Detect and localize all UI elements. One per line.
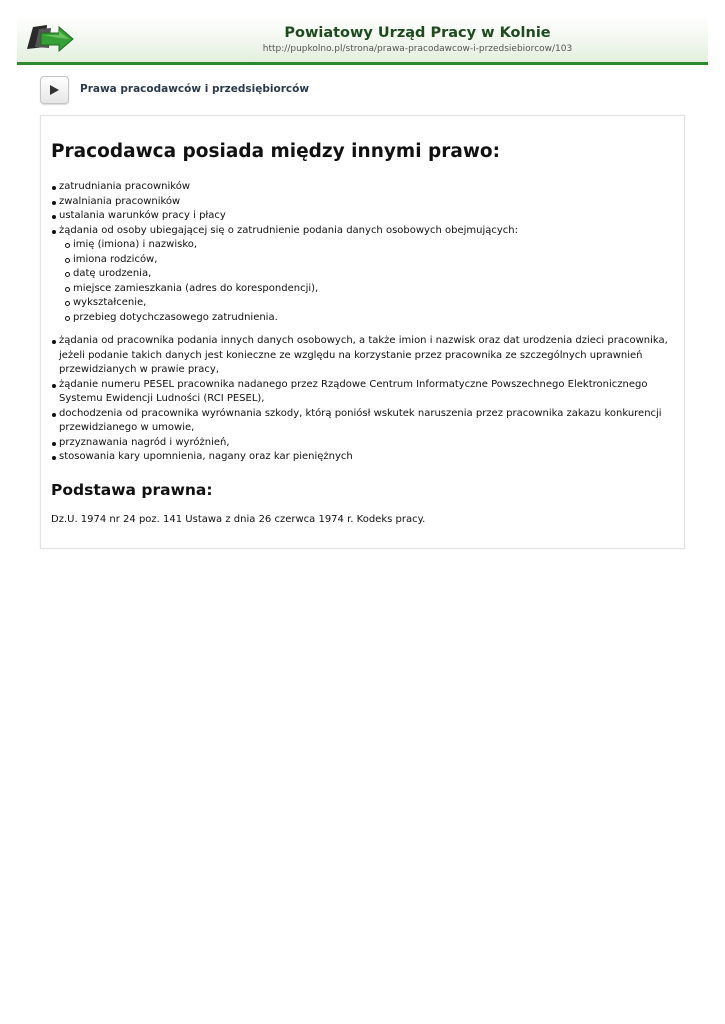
page-url[interactable]: http://pupkolno.pl/strona/prawa-pracodawcow-i-przedsiebiorcow/103 <box>262 44 573 54</box>
legal-basis-text: Dz.U. 1974 nr 24 poz. 141 Ustawa z dnia 26 czerwca 1974 r. Kodeks pracy. <box>51 513 426 525</box>
rights-list <box>51 180 676 465</box>
list-item: żądania od pracownika podania innych danych osobowych, a także imion i nazwisk oraz dat urodzenia dzieci pracownika, jeżeli podanie takich danych jest konieczne ze względu na korzystanie przez pracownika ze szczególnych uprawnień przewidzianych w prawie pracy, <box>59 334 676 378</box>
list-item: przyznawania nagród i wyróżnień, <box>59 436 676 451</box>
site-title[interactable]: Powiatowy Urząd Pracy w Kolnie <box>284 25 551 41</box>
list-item-text: żądania od osoby ubiegającej się o zatrudnienie podania danych osobowych obejmujących: <box>59 224 518 236</box>
list-item: zwalniania pracowników <box>59 195 676 210</box>
legal-basis-heading: Podstawa prawna: <box>51 480 213 499</box>
list-item: dochodzenia od pracownika wyrównania szkody, którą poniósł wskutek naruszenia przez pracownika zakazu konkurencji przewidzianego w umowie, <box>59 407 676 436</box>
list-item: zatrudniania pracowników <box>59 180 676 195</box>
article-body <box>51 141 676 527</box>
list-item: ustalania warunków pracy i płacy <box>59 209 676 224</box>
sublist-item: datę urodzenia, <box>73 267 676 282</box>
list-item: żądanie numeru PESEL pracownika nadanego przez Rządowe Centrum Informatyczne Powszechnego Elektronicznego Systemu Ewidencji Ludności (RCI PESEL), <box>59 378 676 407</box>
main-heading: Pracodawca posiada między innymi prawo: <box>51 141 501 162</box>
sublist-item: miejsce zamieszkania (adres do korespondencji), <box>73 282 676 297</box>
section-title: Prawa pracodawców i przedsiębiorców <box>80 83 310 95</box>
personal-data-sublist <box>59 238 676 325</box>
sublist-item: wykształcenie, <box>73 296 676 311</box>
play-arrow-icon[interactable] <box>40 76 69 104</box>
section-header <box>40 76 680 106</box>
sublist-item: imię (imiona) i nazwisko, <box>73 238 676 253</box>
content-panel <box>40 115 685 549</box>
site-header <box>17 16 708 65</box>
list-item-with-sublist <box>59 224 676 335</box>
sublist-item: imiona rodziców, <box>73 253 676 268</box>
sublist-item: przebieg dotychczasowego zatrudnienia. <box>73 311 676 326</box>
list-item: stosowania kary upomnienia, nagany oraz kar pieniężnych <box>59 450 676 465</box>
